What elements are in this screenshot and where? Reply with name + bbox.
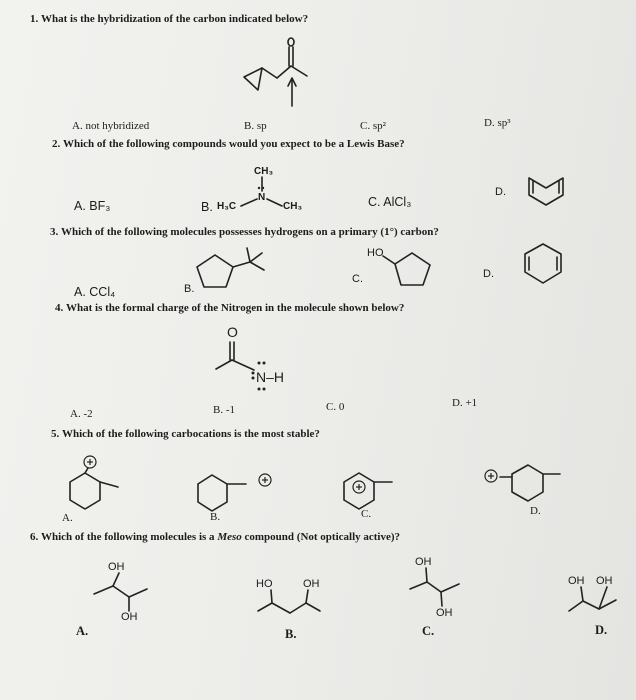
q6-structure-b — [258, 590, 320, 613]
q6a-oh-top: OH — [108, 561, 125, 573]
q5-structure-b — [198, 474, 271, 511]
q1-cyclopropyl-ketone-structure — [244, 38, 307, 106]
q3-cyclohexadiene-ring — [525, 244, 561, 283]
q1-choice-a: A. not hybridized — [72, 120, 150, 132]
q4-nh-label: N–H — [256, 369, 285, 385]
q5-choice-a: A. — [62, 512, 73, 524]
question-6-number: 6. — [30, 531, 39, 543]
q4-choice-b: B. -1 — [213, 404, 235, 416]
q4-oxygen-label: O — [227, 324, 238, 340]
q5-structure-c — [344, 473, 392, 509]
q2-amine-n: N — [258, 192, 266, 203]
q1-choice-c: C. sp² — [360, 120, 386, 132]
q6-structure-c — [410, 568, 459, 606]
q6-structure-a — [94, 573, 147, 611]
question-5-number: 5. — [51, 428, 60, 440]
question-3-number: 3. — [50, 226, 59, 238]
question-5-text: Which of the following carbocations is the most stable? — [62, 428, 320, 440]
question-2-number: 2. — [52, 138, 61, 150]
q4-choice-c: C. 0 — [326, 401, 345, 413]
question-2-text: Which of the following compounds would you expect to be a Lewis Base? — [63, 138, 405, 150]
q5-choice-d: D. — [530, 505, 541, 517]
question-6-text-post: compound (Not optically active)? — [241, 531, 401, 543]
cation-plus-marks — [87, 459, 494, 490]
q2-choice-a: A. BF₃ — [74, 199, 111, 213]
q5-structure-a — [70, 456, 118, 509]
q6-choice-b: B. — [285, 627, 297, 641]
question-4-text: What is the formal charge of the Nitrogen in the molecule shown below? — [66, 302, 405, 314]
q2-amine-right: CH₃ — [283, 201, 303, 212]
lone-pair-dots — [252, 187, 266, 391]
q3-choice-a: A. CCl₄ — [74, 285, 116, 299]
q1-choice-b: B. sp — [244, 120, 267, 132]
question-3-text: Which of the following molecules possesses hydrogens on a primary (1°) carbon? — [61, 226, 439, 238]
q2-choice-b: B. — [201, 200, 213, 214]
q6c-oh-bottom: OH — [436, 607, 453, 619]
q6b-oh: OH — [303, 578, 320, 590]
q6b-ho: HO — [256, 578, 273, 590]
q6d-oh-left: OH — [568, 575, 585, 587]
q3-hydroxyl-label: HO — [367, 247, 384, 259]
q2-methyl-label: CH₃ — [254, 166, 274, 177]
q2-choice-d: D. — [495, 186, 506, 198]
q6d-oh-right: OH — [596, 575, 613, 587]
q3-cyclopentyl-methanol — [383, 253, 430, 285]
q6c-oh-top: OH — [415, 556, 432, 568]
q2-cyclohexadiene-ring — [529, 178, 563, 205]
q3-tert-butyl-cyclopentane — [197, 248, 264, 287]
q1-choice-d: D. sp³ — [484, 117, 511, 129]
q5-structure-d — [485, 465, 560, 501]
q6-choice-a: A. — [76, 624, 89, 638]
question-1-text: What is the hybridization of the carbon indicated below? — [41, 13, 309, 25]
q4-amide-structure — [216, 342, 254, 370]
q5-choice-b: B. — [210, 511, 221, 523]
question-1-number: 1. — [30, 13, 39, 25]
q6-structure-d — [569, 587, 616, 611]
q2-amine-left: H₃C — [217, 201, 237, 212]
q6a-oh-bottom: OH — [121, 611, 138, 623]
q2-choice-c: C. AlCl₃ — [368, 195, 412, 209]
q5-choice-c: C. — [361, 508, 372, 520]
q2-trimethylamine-bonds — [241, 177, 282, 206]
q4-choice-d: D. +1 — [452, 397, 478, 409]
q3-choice-b: B. — [184, 283, 195, 295]
q6-choice-c: C. — [422, 624, 435, 638]
q4-choice-a: A. -2 — [70, 408, 93, 420]
q3-choice-c: C. — [352, 273, 363, 285]
q6-choice-d: D. — [595, 623, 608, 637]
question-4-number: 4. — [55, 302, 64, 314]
question-6-text-meso: Meso — [217, 531, 242, 543]
q3-choice-d: D. — [483, 268, 494, 280]
question-6-text-pre: Which of the following molecules is a — [41, 531, 218, 543]
